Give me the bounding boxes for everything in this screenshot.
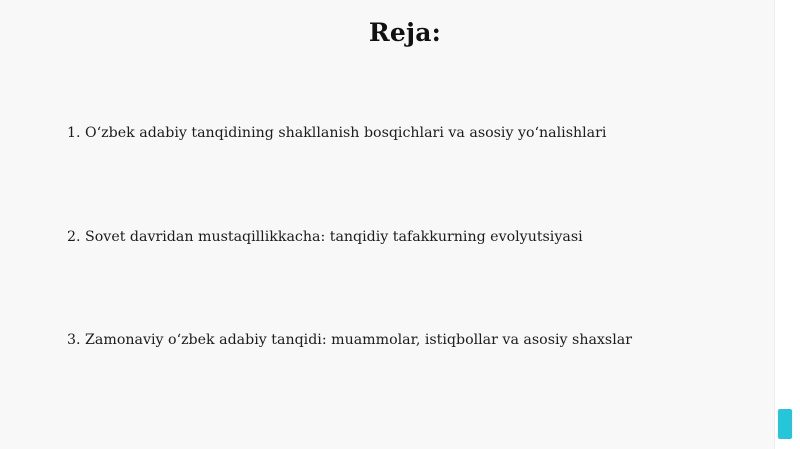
- plan-item-3: 3. Zamonaviy o‘zbek adabiy tanqidi: muammolar, istiqbollar va asosiy shaxslar: [67, 332, 632, 348]
- plan-item-2: 2. Sovet davridan mustaqillikkacha: tanqidiy tafakkurning evolyutsiyasi: [67, 229, 583, 245]
- slide-title: Reja:: [368, 18, 442, 47]
- vertical-scrollbar-thumb[interactable]: [778, 409, 792, 439]
- vertical-scrollbar-track[interactable]: [774, 0, 800, 449]
- plan-item-1: 1. O‘zbek adabiy tanqidining shakllanish bosqichlari va asosiy yo‘nalishlari: [67, 125, 607, 141]
